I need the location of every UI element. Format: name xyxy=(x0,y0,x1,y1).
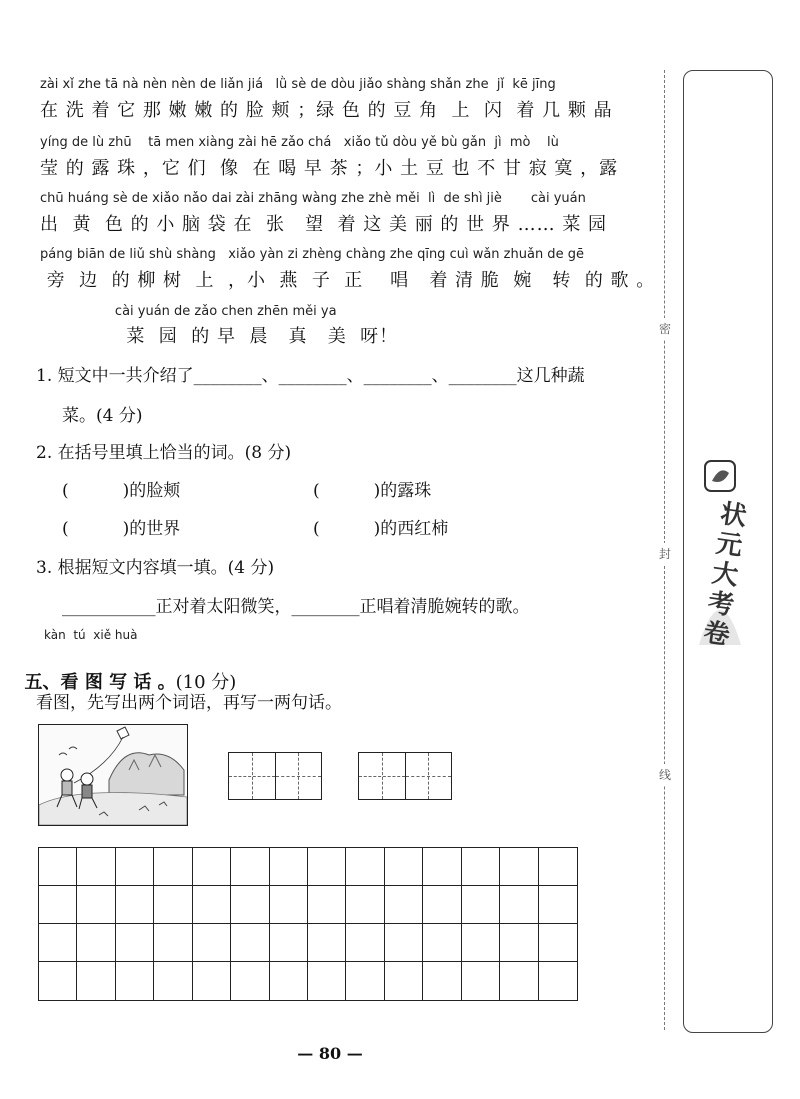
page-number: — 80 — xyxy=(297,1044,363,1063)
grid-cell[interactable] xyxy=(385,886,423,924)
question-1: 1. 短文中一共介绍了________、________、________、________这几种蔬 xyxy=(36,366,585,386)
blank-cheeks[interactable]: ( )的脸颊 xyxy=(62,481,181,501)
grid-cell[interactable] xyxy=(385,962,423,1000)
question-1-cont: 菜。(4 分) xyxy=(62,406,143,426)
word-cell[interactable] xyxy=(276,753,322,799)
brand-logo-text: 状元大考卷 xyxy=(701,498,749,652)
blank-world[interactable]: ( )的世界 xyxy=(62,519,181,539)
section5-score: (10 分) xyxy=(175,672,237,693)
grid-cell[interactable] xyxy=(116,962,154,1000)
grid-cell[interactable] xyxy=(270,848,308,886)
grid-cell[interactable] xyxy=(500,962,538,1000)
grid-cell[interactable] xyxy=(154,924,192,962)
grid-cell[interactable] xyxy=(385,924,423,962)
grid-cell[interactable] xyxy=(270,924,308,962)
grid-cell[interactable] xyxy=(231,848,269,886)
grid-cell[interactable] xyxy=(539,886,577,924)
grid-cell[interactable] xyxy=(193,924,231,962)
seal-mark-xian: 线 xyxy=(659,764,671,785)
grid-cell[interactable] xyxy=(154,962,192,1000)
question-2: 2. 在括号里填上恰当的词。(8 分) xyxy=(36,443,292,463)
grid-cell[interactable] xyxy=(385,848,423,886)
grid-cell[interactable] xyxy=(77,962,115,1000)
grid-cell[interactable] xyxy=(39,924,77,962)
grid-cell[interactable] xyxy=(539,924,577,962)
grid-cell[interactable] xyxy=(308,924,346,962)
grid-cell[interactable] xyxy=(500,886,538,924)
grid-cell[interactable] xyxy=(423,848,461,886)
grid-cell[interactable] xyxy=(154,886,192,924)
grid-cell[interactable] xyxy=(539,962,577,1000)
grid-cell[interactable] xyxy=(116,924,154,962)
section5-title xyxy=(12,647,236,694)
passage-line-2: 莹 的 露 珠 ，它 们 像 在 喝 早 茶 ；小 土 豆 也 不 甘 寂 寞 ，露 xyxy=(40,158,619,179)
section5-pinyin: kàn tú xiě huà xyxy=(44,628,138,642)
pinyin-line-2: yíng de lù zhū tā men xiàng zài hē zǎo chá xiǎo tǔ dòu yě bù gǎn jì mò lù xyxy=(40,135,559,150)
grid-cell[interactable] xyxy=(154,848,192,886)
grid-cell[interactable] xyxy=(308,848,346,886)
grid-cell[interactable] xyxy=(308,886,346,924)
grid-cell[interactable] xyxy=(39,886,77,924)
grid-cell[interactable] xyxy=(193,962,231,1000)
kite-illustration xyxy=(39,725,187,825)
grid-cell[interactable] xyxy=(39,962,77,1000)
section5-title-text: 五、看 图 写 话 。 xyxy=(24,672,176,693)
pinyin-line-4: páng biān de liǔ shù shàng xiǎo yàn zi zhèng chàng zhe qīng cuì wǎn zhuǎn de gē xyxy=(40,247,584,262)
grid-cell[interactable] xyxy=(346,848,384,886)
grid-cell[interactable] xyxy=(270,886,308,924)
grid-cell[interactable] xyxy=(193,848,231,886)
grid-cell[interactable] xyxy=(462,962,500,1000)
passage-line-4: 旁 边 的 柳 树 上 ，小 燕 子 正 唱 着 清 脆 婉 转 的 歌 。 xyxy=(40,270,656,291)
grid-cell[interactable] xyxy=(500,848,538,886)
passage-line-5: 菜 园 的 早 晨 真 美 呀！ xyxy=(86,326,399,347)
grid-cell[interactable] xyxy=(462,848,500,886)
pinyin-line-1: zài xǐ zhe tā nà nèn nèn de liǎn jiá lǜ sè de dòu jiǎo shàng shǎn zhe jǐ kē jīng xyxy=(40,77,556,92)
blank-tomato[interactable]: ( )的西红柿 xyxy=(313,519,449,539)
grid-cell[interactable] xyxy=(116,886,154,924)
grid-cell[interactable] xyxy=(270,962,308,1000)
passage-line-1: 在 洗 着 它 那 嫩 嫩 的 脸 颊 ；绿 色 的 豆 角 上 闪 着 几 颗 晶 xyxy=(40,100,613,121)
grid-cell[interactable] xyxy=(39,848,77,886)
grid-cell[interactable] xyxy=(308,962,346,1000)
section5-instruction: 看图，先写出两个词语，再写一两句话。 xyxy=(36,693,342,713)
grid-cell[interactable] xyxy=(77,848,115,886)
passage-line-3: 出 黄 色 的 小 脑 袋 在 张 望 着 这 美 丽 的 世 界 …… 菜 园 xyxy=(40,214,608,235)
grid-cell[interactable] xyxy=(462,924,500,962)
word-box-1[interactable] xyxy=(228,752,322,800)
pinyin-line-5: cài yuán de zǎo chen zhēn měi ya xyxy=(86,304,337,319)
grid-cell[interactable] xyxy=(423,924,461,962)
grid-cell[interactable] xyxy=(423,886,461,924)
kite-picture xyxy=(38,724,188,826)
grid-cell[interactable] xyxy=(231,924,269,962)
question-3-fill[interactable]: ___________正对着太阳微笑，________正唱着清脆婉转的歌。 xyxy=(62,597,530,617)
writing-grid[interactable] xyxy=(38,847,578,1001)
word-cell[interactable] xyxy=(406,753,452,799)
pinyin-line-3: chū huáng sè de xiǎo nǎo dai zài zhāng wàng zhe zhè měi lì de shì jiè cài yuán xyxy=(40,191,586,206)
grid-cell[interactable] xyxy=(346,962,384,1000)
grid-cell[interactable] xyxy=(77,886,115,924)
grid-cell[interactable] xyxy=(346,924,384,962)
grid-cell[interactable] xyxy=(423,962,461,1000)
question-3: 3. 根据短文内容填一填。(4 分) xyxy=(36,558,275,578)
grid-cell[interactable] xyxy=(346,886,384,924)
blank-dewdrops[interactable]: ( )的露珠 xyxy=(313,481,432,501)
grid-cell[interactable] xyxy=(539,848,577,886)
grid-cell[interactable] xyxy=(231,886,269,924)
word-box-2[interactable] xyxy=(358,752,452,800)
grid-cell[interactable] xyxy=(77,924,115,962)
seal-mark-mi: 密 xyxy=(659,318,671,339)
word-cell[interactable] xyxy=(359,753,406,799)
grid-cell[interactable] xyxy=(116,848,154,886)
grid-cell[interactable] xyxy=(231,962,269,1000)
word-cell[interactable] xyxy=(229,753,276,799)
grid-cell[interactable] xyxy=(193,886,231,924)
seal-mark-feng: 封 xyxy=(659,543,671,564)
grid-cell[interactable] xyxy=(462,886,500,924)
grid-cell[interactable] xyxy=(500,924,538,962)
